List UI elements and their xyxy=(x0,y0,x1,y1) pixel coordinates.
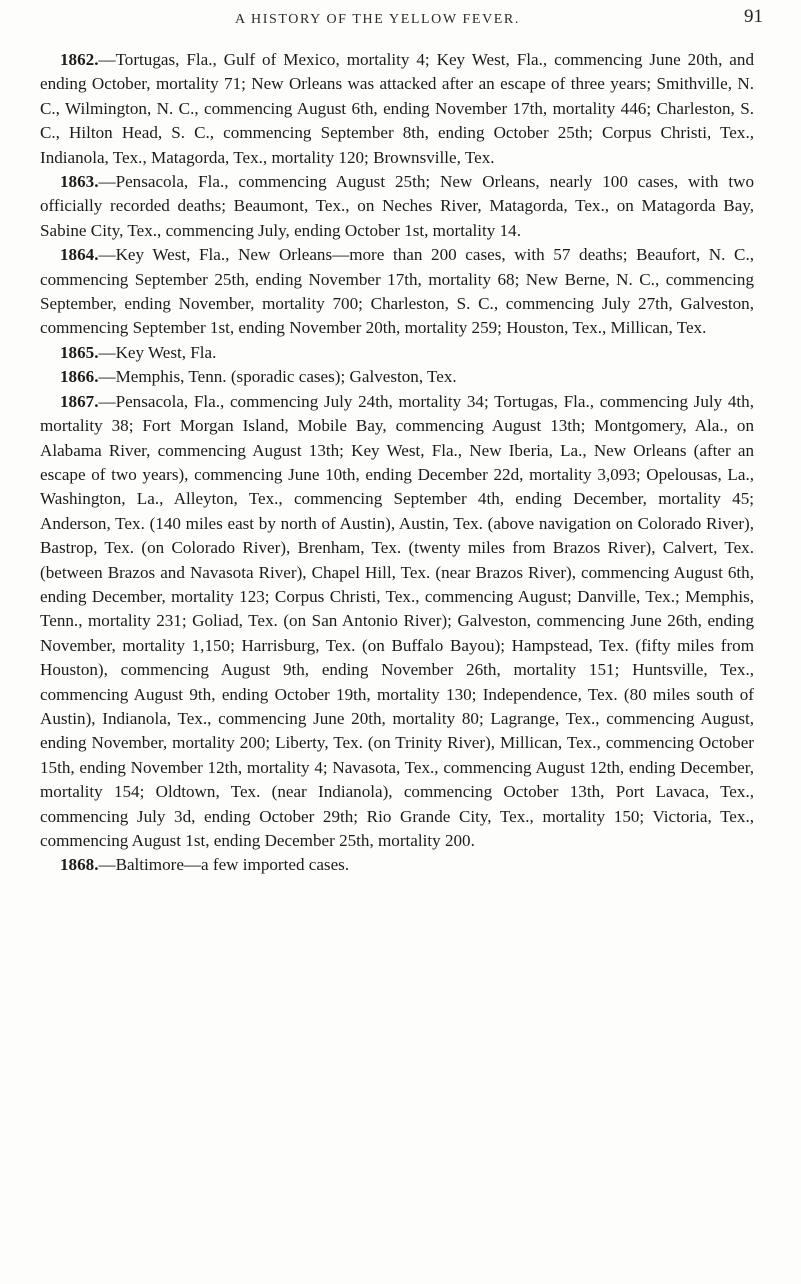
entry-year: 1862. xyxy=(60,50,99,69)
entry-text: —Key West, Fla. xyxy=(98,342,217,362)
entry-year: 1868. xyxy=(60,855,99,875)
entry-text: —Pensacola, Fla., commencing July 24th, mortality 34; Tortugas, Fla., commencing July 4th, mortality 38; Fort Morgan Island, Mobile Bay, commencing August 13th; Montgomery, Ala., on Alabama River, commencing August 13th; Key West, Fla., New Iberia, La., New Orleans (after an escape of two years), commencing June 10th, ending December 22d, mortality 3,093; Opelousas, La., Washington, La., Alleyton, Tex., commencing September 4th, ending December, mortality 45; Anderson, Tex. (140 miles east by north of Austin), Austin, Tex. (above navigation on Colorado River), Bastrop, Tex. (on Colorado River), Brenham, Tex. (twenty miles from Brazos River), Calvert, Tex. (between Brazos and Navasota River), Chapel Hill, Tex. (near Brazos River), commencing August 6th, ending December, mortality 123; Corpus Christi, Tex., commencing August; Danville, Tex.; Memphis, Tenn., mortality 231; Goliad, Tex. (on San Antonio River); Galveston, commencing June 26th, ending November, mortality 1,150; Harrisburg, Tex. (on Buffalo Bayou); Hampstead, Tex. (fifty miles from Houston), commencing August 9th, ending November 26th, mortality 151; Huntsville, Tex., commencing August 9th, ending October 19th, mortality 130; Independence, Tex. (80 miles south of Austin), Indianola, Tex., commencing June 20th, mortality 80; Lagrange, Tex., commencing August, ending November, mortality 200; Liberty, Tex. (on Trinity River), Millican, Tex., commencing October 15th, ending November 12th, mortality 4; Navasota, Tex., commencing August 12th, ending December, mortality 154; Oldtown, Tex. (near Indianola), commencing October 13th, Port Lavaca, Tex., commencing July 3d, ending October 29th; Rio Grande City, Tex., mortality 150; Victoria, Tex., commencing August 1st, ending December 25th, mortality 200. xyxy=(40,391,754,850)
entry-1864 xyxy=(40,243,754,341)
entry-text: —Tortugas, Fla., Gulf of Mexico, mortality 4; Key West, Fla., commencing June 20th, and ending October, mortality 71; New Orleans was attacked after an escape of three years; Smithville, N. C., Wilmington, N. C., commencing August 6th, ending November 17th, mortality 446; Charleston, S. C., Hilton Head, S. C., commencing September 8th, ending October 25th; Corpus Christi, Tex., Indianola, Tex., Matagorda, Tex., mortality 120; Brownsville, Tex. xyxy=(40,50,754,167)
entry-text: —Memphis, Tenn. (sporadic cases); Galveston, Tex. xyxy=(98,367,457,387)
entry-year: 1863. xyxy=(60,172,99,192)
entry-text: —Baltimore—a few imported cases. xyxy=(98,855,350,875)
entry-1866 xyxy=(40,365,754,389)
entry-text: —Key West, Fla., New Orleans—more than 200 cases, with 57 deaths; Beaufort, N. C., commencing September 25th, ending November 17th, mortality 68; New Berne, N. C., commencing September, ending November, mortality 700; Charleston, S. C., commencing July 27th, Galveston, commencing September 1st, ending November 20th, mortality 259; Houston, Tex., Millican, Tex. xyxy=(40,245,754,338)
entry-year: 1866. xyxy=(60,367,99,387)
running-head: A HISTORY OF THE YELLOW FEVER. xyxy=(235,12,520,27)
page-number: 91 xyxy=(744,6,763,27)
entry-year: 1867. xyxy=(60,391,99,411)
entry-1865 xyxy=(40,341,754,365)
entry-1862 xyxy=(40,48,754,170)
body-text xyxy=(40,48,754,878)
entry-text: —Pensacola, Fla., commencing August 25th; New Orleans, nearly 100 cases, with two officially recorded deaths; Beaumont, Tex., on Neches River, Matagorda, Tex., on Matagorda Bay, Sabine City, Tex., commencing July, ending October 1st, mortality 14. xyxy=(40,172,754,240)
entry-1868 xyxy=(40,853,754,877)
entry-year: 1865. xyxy=(60,342,99,362)
entry-1867 xyxy=(40,390,754,854)
entry-1863 xyxy=(40,170,754,243)
entry-year: 1864. xyxy=(60,245,99,265)
